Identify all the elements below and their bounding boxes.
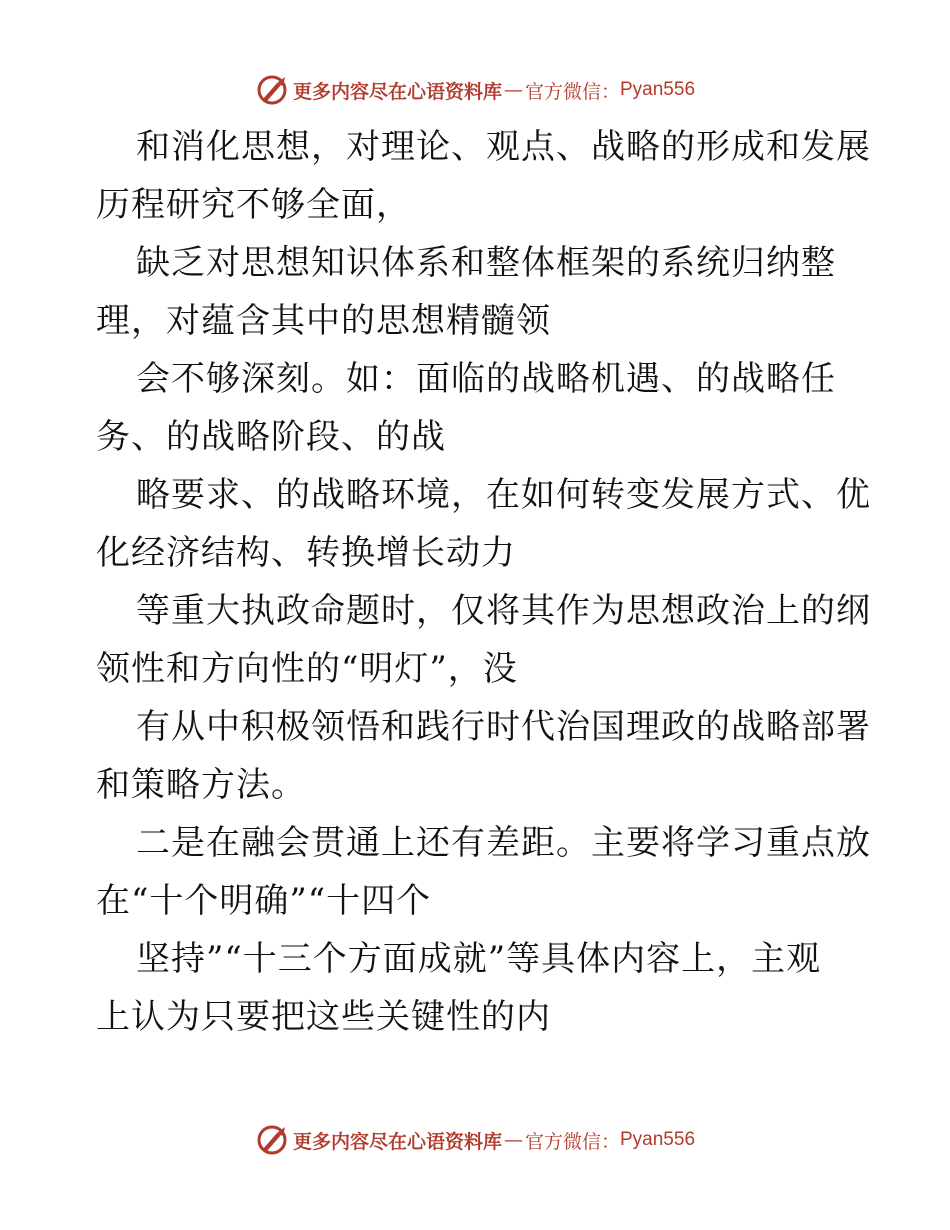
paragraph-line: 历程研究不够全面， <box>96 185 411 225</box>
watermark-wechat-id: Pyan556 <box>620 1129 696 1150</box>
document-body <box>96 118 871 1046</box>
paragraph-line: 有从中积极领悟和践行时代治国理政的战略部署 <box>136 707 871 747</box>
header-watermark <box>0 70 950 110</box>
paragraph-line: 略要求、的战略环境，在如何转变发展方式、优 <box>136 475 871 515</box>
paragraph-line: 会不够深刻。如：面临的战略机遇、的战略任 <box>136 359 836 399</box>
watermark-site-text: 更多内容尽在心语资料库 <box>292 1130 502 1153</box>
paragraph <box>96 582 871 698</box>
watermark-site-text: 更多内容尽在心语资料库 <box>292 80 502 103</box>
paragraph-line: 务、的战略阶段、的战 <box>96 417 446 457</box>
paragraph <box>96 350 856 466</box>
watermark-dash: — <box>503 1129 523 1151</box>
paragraph-line: 二是在融会贯通上还有差距。主要将学习重点放 <box>136 823 871 863</box>
quill-logo-icon <box>255 73 289 107</box>
paragraph-line: 领性和方向性的“明灯”，没 <box>96 649 518 689</box>
watermark-sub-text: 官方微信： <box>524 80 620 103</box>
paragraph-line: 缺乏对思想知识体系和整体框架的系统归纳整 <box>136 243 836 283</box>
paragraph-line: 在“十个明确”“十四个 <box>96 881 432 921</box>
quill-logo-icon <box>255 1123 289 1157</box>
paragraph-line: 上认为只要把这些关键性的内 <box>96 997 551 1037</box>
watermark-sub-text: 官方微信： <box>524 1130 620 1153</box>
watermark-wechat-id: Pyan556 <box>620 79 696 100</box>
paragraph <box>96 234 856 350</box>
paragraph <box>96 698 871 814</box>
paragraph-line: 坚持”“十三个方面成就”等具体内容上，主观 <box>136 939 822 979</box>
paragraph <box>96 814 871 930</box>
paragraph-line: 化经济结构、转换增长动力 <box>96 533 516 573</box>
paragraph-line: 和消化思想，对理论、观点、战略的形成和发展 <box>136 127 871 167</box>
footer-watermark <box>0 1120 950 1160</box>
paragraph-line: 等重大执政命题时，仅将其作为思想政治上的纲 <box>136 591 871 631</box>
watermark-dash: — <box>503 79 523 101</box>
paragraph <box>96 930 856 1046</box>
paragraph-line: 理，对蕴含其中的思想精髓领 <box>96 301 551 341</box>
paragraph-line: 和策略方法。 <box>96 765 306 805</box>
paragraph <box>96 466 871 582</box>
paragraph <box>96 118 871 234</box>
